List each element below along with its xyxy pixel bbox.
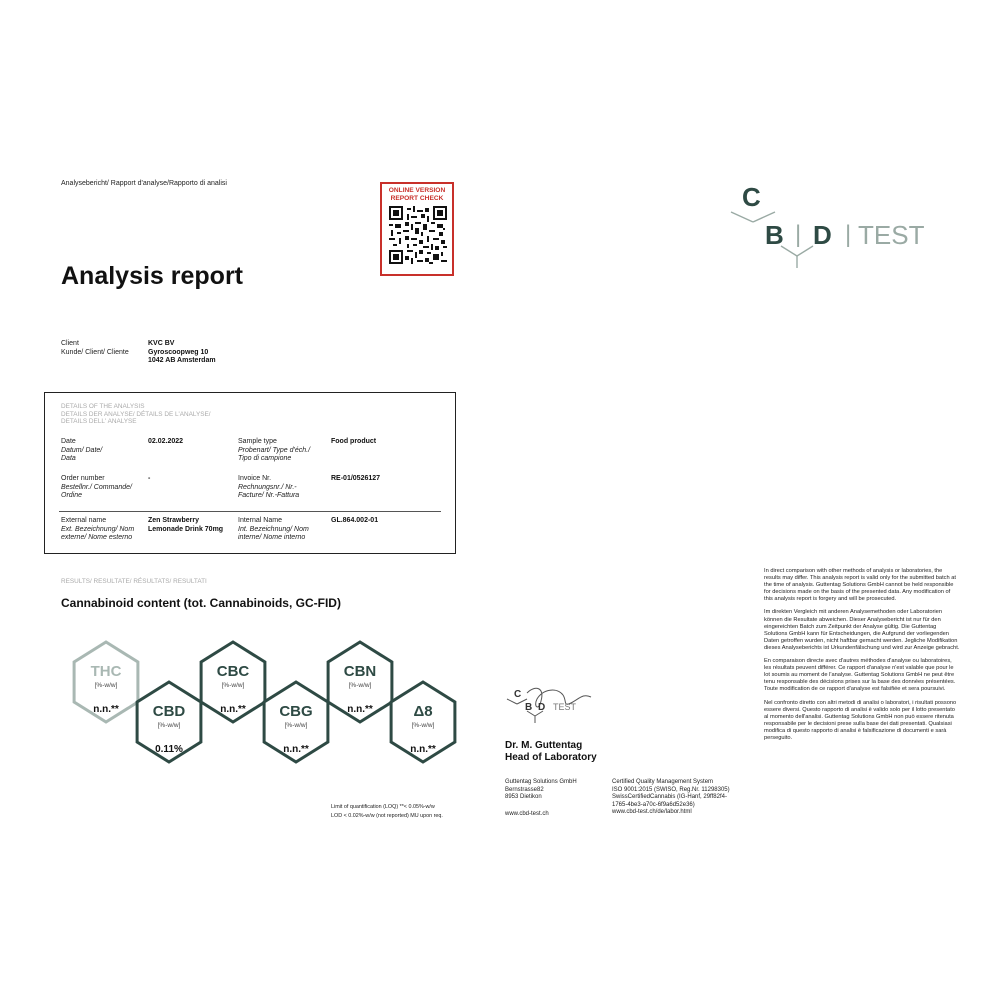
cannabinoid-unit: [%-w/w] <box>94 682 118 689</box>
details-heading <box>61 403 211 426</box>
sample-type-label <box>238 438 310 464</box>
cannabinoid-cbn <box>328 642 392 722</box>
cannabinoid-name: CBC <box>216 663 250 680</box>
internal-name-label <box>238 517 309 543</box>
cert-line3: SwissCertifiedCannabis (IG-Hanf, 29ff82f4- <box>612 794 727 801</box>
details-heading-line3: DETAILS DELL' ANALYSE <box>61 418 137 425</box>
qr-label-line1: ONLINE VERSION <box>388 187 446 194</box>
cannabinoid-unit: [%-w/w] <box>411 722 435 729</box>
cannabinoid-value: n.n.** <box>347 704 373 715</box>
cannabinoid-value: 0.11% <box>155 744 183 755</box>
cannabinoid-name: THC <box>90 663 122 680</box>
sample-label-en: Sample type <box>238 438 277 445</box>
client-address <box>148 340 216 366</box>
report-type-line: Analysebericht/ Rapport d'analyse/Rapporto di analisi <box>61 180 227 187</box>
int-label-en: Internal Name <box>238 517 282 524</box>
int-label-alt2: interne/ Nome interno <box>238 534 306 541</box>
order-label-alt2: Ordine <box>61 492 83 499</box>
int-label-alt1: Int. Bezeichnung/ Nom <box>238 525 309 533</box>
logo-letter-d: D <box>813 220 832 250</box>
date-label <box>61 438 102 464</box>
company-name: Guttentag Solutions GmbH <box>505 779 577 785</box>
company-street: Bernstrasse82 <box>505 786 544 793</box>
cert-line2: ISO 9001:2015 (SWISO, Reg.Nr. 11298305) <box>612 786 730 793</box>
external-name-value <box>148 517 223 534</box>
cert-line1: Certified Quality Management System <box>612 779 714 785</box>
logo-word: TEST <box>858 220 925 250</box>
cannabinoid-thc <box>74 642 138 722</box>
cannabinoid-name: CBG <box>279 703 313 720</box>
order-number-label <box>61 475 132 501</box>
cannabinoid-name: CBN <box>343 663 377 680</box>
cannabinoid-value: n.n.** <box>410 744 436 755</box>
signatory-name: Dr. M. Guttentag <box>505 740 583 751</box>
details-divider <box>59 511 441 512</box>
date-label-alt1: Datum/ Date/ <box>61 446 103 454</box>
order-number-value: - <box>148 475 151 482</box>
svg-text:C: C <box>514 689 522 700</box>
cert-line4: 1765-4be3-a70c-6f9a6d52e36) <box>612 801 695 808</box>
ext-label-en: External name <box>61 517 107 524</box>
cannabinoid-unit: [%-w/w] <box>221 682 245 689</box>
ext-label-alt2: externe/ Nome esterno <box>61 534 133 541</box>
invoice-label-alt2: Facture/ Nr.-Fattura <box>238 492 300 499</box>
order-label-en: Order number <box>61 475 105 482</box>
cbd-test-logo <box>725 178 945 268</box>
cannabinoid-cbg <box>264 682 328 762</box>
details-heading-line1: DETAILS OF THE ANALYSIS <box>61 403 145 410</box>
sample-label-alt1: Probenart/ Type d'éch./ <box>238 446 311 454</box>
company-city: 8953 Dietikon <box>505 794 542 801</box>
invoice-label-en: Invoice Nr. <box>238 475 272 482</box>
company-address <box>505 779 577 802</box>
cert-link[interactable]: www.cbd-test.ch/de/labor.html <box>612 809 692 816</box>
cannabinoid-name: CBD <box>152 703 186 720</box>
logo-separator-1: | <box>795 221 802 248</box>
client-name: KVC BV <box>148 340 175 347</box>
cannabinoid-value: n.n.** <box>220 704 246 715</box>
ext-value-line2: Lemonade Drink 70mg <box>148 525 224 533</box>
sample-label-alt2: Tipo di campione <box>238 455 292 462</box>
loq-line1: Limit of quantification (LOQ) **< 0.05%-w/w <box>331 804 435 810</box>
invoice-value: RE-01/0526127 <box>331 475 381 482</box>
client-label-en: Client <box>61 340 79 347</box>
cannabinoid-unit: [%-w/w] <box>157 722 181 729</box>
invoice-label <box>238 475 299 501</box>
disclaimer <box>764 568 960 748</box>
analysis-details-box <box>44 392 456 554</box>
svg-text:B: B <box>525 702 533 713</box>
order-label-alt1: Bestellnr./ Commande/ <box>61 483 132 491</box>
disclaimer-fr: En comparaison directe avec d'autres méthodes d'analyse ou laboratoires, les résultats peuvent différer. Ce rapport d'analyse n'est valable que pour le lot soumis au moment de l'analyse. Guttentag Solutions GmbH ne peut être tenu responsable des décisions prises sur la base des données présentées. Toute modification de ce rapport d'analyse est falsifiée et sera poursuivi. <box>764 658 956 693</box>
cannabinoid-unit: [%-w/w] <box>348 682 372 689</box>
loq-note <box>331 803 443 821</box>
loq-line2: LOD < 0.02%-w/w (not reported) MU upon req. <box>331 813 443 819</box>
qr-label-line2: REPORT CHECK <box>390 194 444 202</box>
cannabinoid-value: n.n.** <box>283 744 309 755</box>
cannabinoid-cbc <box>201 642 265 722</box>
cannabinoid-value: n.n.** <box>93 704 119 715</box>
signatory <box>505 740 597 764</box>
sample-type-value: Food product <box>331 438 377 445</box>
certifications <box>612 779 730 817</box>
disclaimer-it: Nel confronto diretto con altri metodi di analisi o laboratori, i risultati possono essere diversi. Questo rapporto di analisi è valido solo per il lotto presentato al momento dell'analisi. Guttentag Solutions GmbH non può essere ritenuta responsabile per le decisioni prese sulla base dei dati presentati. Qualsiasi modifica di questo rapporto di analisi è falsificazione di documenti e sarà perseguito. <box>764 699 957 741</box>
signature-stamp <box>505 685 595 725</box>
disclaimer-en: In direct comparison with other methods of analysis or laboratories, the results may differ. This analysis report is valid only for the submitted batch at the time of analysis. Guttentag Solutions GmbH cannot be held responsible for decisions made on the basis of the presented data. Any modification of this analysis report is forgery and will be prosecuted. <box>764 568 956 603</box>
online-report-check[interactable] <box>380 182 454 276</box>
date-label-en: Date <box>61 438 76 445</box>
signatory-role: Head of Laboratory <box>505 752 597 763</box>
results-heading: RESULTS/ RESULTATE/ RÉSULTATS/ RESULTATI <box>61 578 207 585</box>
page-title: Analysis report <box>61 262 244 290</box>
svg-text:D: D <box>538 702 546 713</box>
client-label-multi: Kunde/ Client/ Cliente <box>61 348 129 356</box>
date-value: 02.02.2022 <box>148 438 184 445</box>
external-name-label <box>61 517 134 543</box>
cannabinoid-hexagons <box>60 640 480 765</box>
logo-letter-b: B <box>765 220 784 250</box>
details-heading-line2: DETAILS DER ANALYSE/ DÉTAILS DE L'ANALYSE/ <box>61 410 211 418</box>
svg-text:TEST: TEST <box>553 702 577 712</box>
date-label-alt2: Data <box>61 455 76 462</box>
client-street: Gyroscoopweg 10 <box>148 348 209 356</box>
invoice-label-alt1: Rechnungsnr./ Nr.- <box>238 483 297 491</box>
internal-name-value: GL.864.002-01 <box>331 517 379 524</box>
client-city: 1042 AB Amsterdam <box>148 357 216 364</box>
ext-label-alt1: Ext. Bezeichnung/ Nom <box>61 525 135 533</box>
cannabinoid-cbd <box>137 682 201 762</box>
cannabinoid-title: Cannabinoid content (tot. Cannabinoids, GC-FID) <box>61 596 341 610</box>
ext-value-line1: Zen Strawberry <box>148 517 199 524</box>
logo-letter-c: C <box>742 182 761 212</box>
client-label <box>61 340 129 357</box>
cannabinoid-delta8 <box>391 682 455 762</box>
logo-separator-2: | <box>845 221 852 248</box>
qr-code-icon[interactable] <box>389 206 447 264</box>
disclaimer-de: Im direkten Vergleich mit anderen Analysemethoden oder Laboratorien können die Resultate abweichen. Dieser Analysebericht ist nur für den eingereichten Batch zum Zeitpunkt der Analyse gültig. Die Guttentag Solutions GmbH kann für Entscheidungen, die Aufgrund der vorliegenden Daten getroffen wurden, nicht haftbar gemacht werden. Jegliche Modifikation dieses Analyseberichts ist Urkundenfälschung und wird zur Anzeige gebracht. <box>764 609 960 651</box>
cannabinoid-name: Δ8 <box>413 703 433 720</box>
company-website-link[interactable]: www.cbd-test.ch <box>505 811 549 817</box>
cannabinoid-unit: [%-w/w] <box>284 722 308 729</box>
